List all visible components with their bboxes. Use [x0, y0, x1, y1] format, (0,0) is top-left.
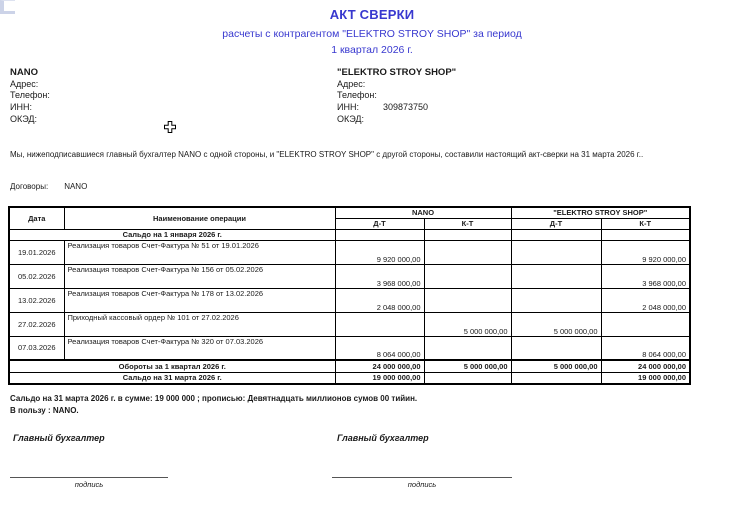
phone-label: Телефон: [10, 90, 50, 101]
row-esh-dt: 5 000 000,00 [511, 312, 601, 336]
opening-nano-dt [335, 229, 424, 240]
page-subtitle: расчеты с контрагентом "ELEKTRO STROY SHOP" за период [222, 28, 522, 40]
oked-label: ОКЭД: [337, 113, 365, 124]
row-date: 05.02.2026 [9, 264, 64, 288]
turnover-row [9, 360, 690, 372]
column-group-elektro-stroy-shop: "ELEKTRO STROY SHOP" [511, 207, 690, 218]
turnover-nano-kt: 5 000 000,00 [424, 360, 511, 372]
opening-nano-kt [424, 229, 511, 240]
inn-value: 309873750 [383, 102, 429, 113]
company-right-block [337, 67, 456, 126]
company-right-name: "ELEKTRO STROY SHOP" [337, 67, 457, 78]
inn-label: ИНН: [337, 102, 359, 113]
period-line: 1 квартал 2026 г. [331, 44, 413, 56]
row-esh-dt [511, 288, 601, 312]
signature-block-right [332, 477, 512, 489]
chief-accountant-title-right: Главный бухгалтер [337, 433, 429, 443]
contracts-row [10, 182, 87, 191]
preamble-paragraph: Мы, нижеподписавшиеся главный бухгалтер NANO с одной стороны, и "ELEKTRO STROY SHOP" с другой стороны, составили настоящий акт-сверки на 31 марта 2026 г.. [10, 150, 644, 159]
row-nano-dt: 2 048 000,00 [335, 288, 424, 312]
signature-line [332, 477, 512, 478]
company-right-inn-row [337, 102, 456, 114]
closing-nano-dt: 19 000 000,00 [335, 372, 424, 384]
row-nano-dt [335, 312, 424, 336]
row-esh-kt: 9 920 000,00 [601, 240, 690, 264]
table-row [9, 240, 690, 264]
table-header-row-groups [9, 207, 690, 218]
company-left-oked-row [10, 114, 56, 126]
column-header-esh-debit: Д-Т [511, 218, 601, 229]
reconciliation-table [8, 206, 691, 385]
row-nano-kt: 5 000 000,00 [424, 312, 511, 336]
row-nano-kt [424, 288, 511, 312]
column-header-esh-credit: К-Т [601, 218, 690, 229]
company-right-phone-row [337, 90, 456, 102]
summary-favor-line: В пользу : NANO. [10, 405, 79, 415]
column-group-nano: NANO [335, 207, 511, 218]
contracts-label: Договоры: [10, 182, 49, 191]
row-esh-kt: 8 064 000,00 [601, 336, 690, 360]
row-date: 27.02.2026 [9, 312, 64, 336]
column-header-nano-debit: Д-Т [335, 218, 424, 229]
move-cursor-icon [164, 120, 176, 138]
row-operation: Реализация товаров Счет-Фактура № 178 от 13.02.2026 [64, 288, 335, 312]
closing-esh-kt: 19 000 000,00 [601, 372, 690, 384]
company-left-phone-row [10, 90, 56, 102]
closing-balance-row [9, 372, 690, 384]
company-left-name: NANO [10, 67, 38, 78]
row-esh-kt: 2 048 000,00 [601, 288, 690, 312]
row-operation: Реализация товаров Счет-Фактура № 320 от 07.03.2026 [64, 336, 335, 360]
row-esh-dt [511, 264, 601, 288]
turnover-esh-kt: 24 000 000,00 [601, 360, 690, 372]
row-operation: Приходный кассовый ордер № 101 от 27.02.2026 [64, 312, 335, 336]
opening-balance-label: Сальдо на 1 января 2026 г. [9, 229, 335, 240]
company-right-address-row [337, 79, 456, 91]
row-nano-kt [424, 336, 511, 360]
turnover-nano-dt: 24 000 000,00 [335, 360, 424, 372]
row-date: 13.02.2026 [9, 288, 64, 312]
table-row [9, 336, 690, 360]
column-header-nano-credit: К-Т [424, 218, 511, 229]
row-esh-dt [511, 240, 601, 264]
chief-accountant-title-left: Главный бухгалтер [13, 433, 105, 443]
company-right-oked-row [337, 114, 456, 126]
closing-balance-label: Сальдо на 31 марта 2026 г. [9, 372, 335, 384]
opening-esh-kt [601, 229, 690, 240]
row-nano-dt: 9 920 000,00 [335, 240, 424, 264]
contracts-value: NANO [64, 182, 88, 191]
table-row [9, 264, 690, 288]
company-left-address-row [10, 79, 56, 91]
row-date: 19.01.2026 [9, 240, 64, 264]
signature-block-left [10, 477, 168, 489]
row-esh-kt [601, 312, 690, 336]
document-header [0, 7, 744, 56]
row-operation: Реализация товаров Счет-Фактура № 156 от 05.02.2026 [64, 264, 335, 288]
turnover-esh-dt: 5 000 000,00 [511, 360, 601, 372]
opening-esh-dt [511, 229, 601, 240]
summary-amount-line: Сальдо на 31 марта 2026 г. в сумме: 19 000 000 ; прописью: Девятнадцать миллионов сумов 00 тийин. [10, 394, 418, 403]
row-esh-kt: 3 968 000,00 [601, 264, 690, 288]
summary-block [10, 393, 734, 416]
row-date: 07.03.2026 [9, 336, 64, 360]
closing-nano-kt [424, 372, 511, 384]
company-left-inn-row [10, 102, 56, 114]
signature-caption: подпись [407, 480, 437, 489]
turnover-label: Обороты за 1 квартал 2026 г. [9, 360, 335, 372]
opening-balance-row [9, 229, 690, 240]
row-operation: Реализация товаров Счет-Фактура № 51 от 19.01.2026 [64, 240, 335, 264]
row-nano-kt [424, 264, 511, 288]
row-esh-dt [511, 336, 601, 360]
column-header-operation: Наименование операции [64, 207, 335, 229]
row-nano-dt: 8 064 000,00 [335, 336, 424, 360]
row-nano-kt [424, 240, 511, 264]
signature-line [10, 477, 168, 478]
address-label: Адрес: [337, 78, 366, 89]
inn-label: ИНН: [10, 102, 32, 113]
table-row [9, 312, 690, 336]
oked-label: ОКЭД: [10, 113, 38, 124]
row-nano-dt: 3 968 000,00 [335, 264, 424, 288]
closing-esh-dt [511, 372, 601, 384]
signature-caption: подпись [74, 480, 104, 489]
column-header-date: Дата [9, 207, 64, 229]
phone-label: Телефон: [337, 90, 377, 101]
company-left-block [10, 67, 56, 126]
address-label: Адрес: [10, 78, 39, 89]
page-title: АКТ СВЕРКИ [329, 7, 415, 22]
table-row [9, 288, 690, 312]
